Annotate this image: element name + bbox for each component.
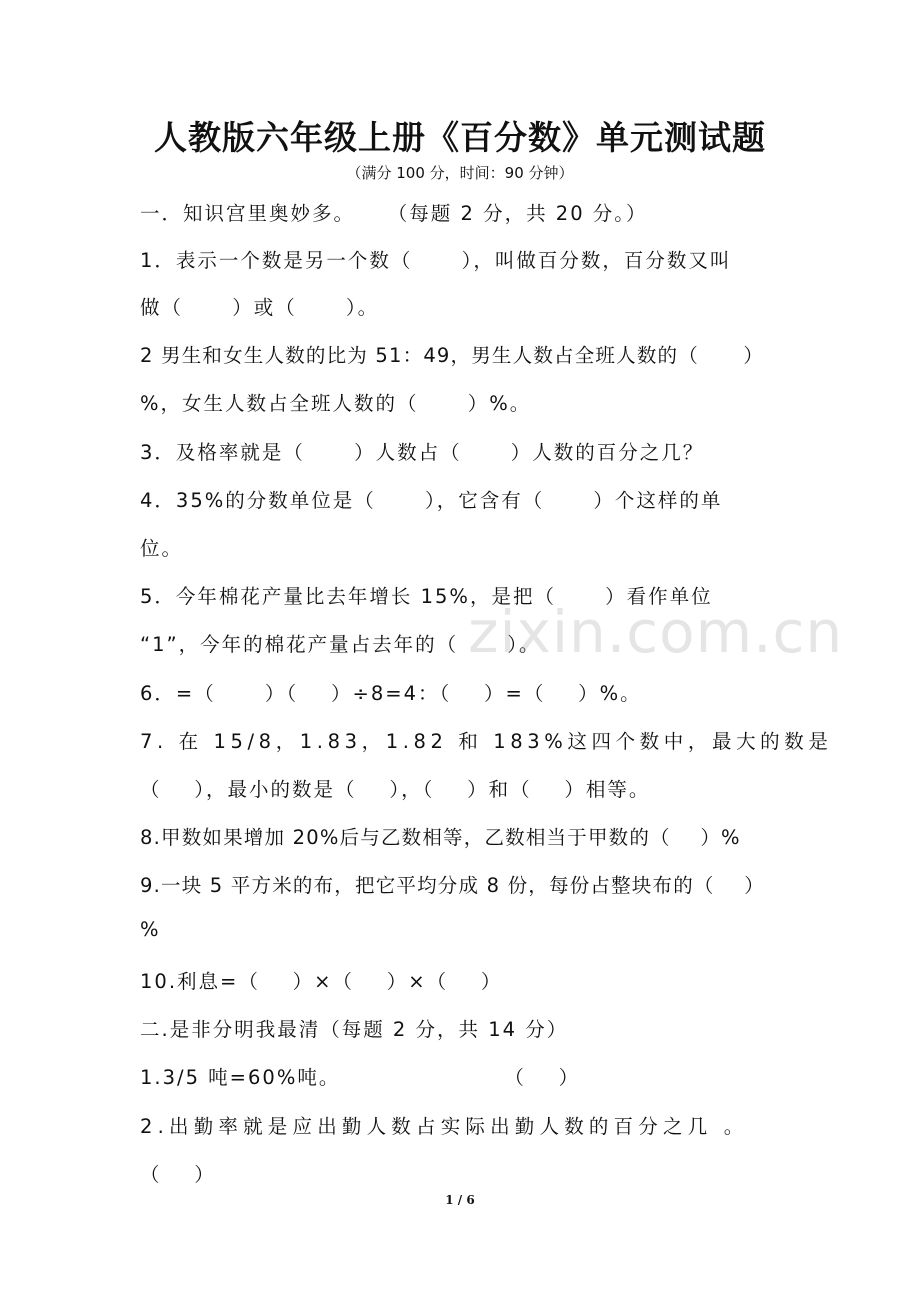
page-subtitle: （满分 100 分，时间：90 分钟）	[346, 164, 574, 182]
question-line: 5．今年棉花产量比去年增长 15%，是把（ ）看作单位	[140, 585, 713, 608]
question-line: %，女生人数占全班人数的（ ）%。	[140, 392, 532, 415]
question-line: 位。	[140, 537, 184, 560]
question-line: 8.甲数如果增加 20%后与乙数相等，乙数相当于甲数的（ ）%	[140, 826, 741, 849]
question-line: 3．及格率就是（ ）人数占（ ）人数的百分之几？	[140, 441, 705, 464]
question-line: %	[140, 918, 161, 941]
question-line: 10.利息=（ ）×（ ）×（ ）	[140, 970, 503, 993]
question-line: 1.3/5 吨=60%吨。 （ ）	[140, 1066, 581, 1089]
question-line: 1．表示一个数是另一个数（ ），叫做百分数，百分数又叫	[140, 249, 732, 272]
question-line: （ ），最小的数是（ ），（ ）和（ ）相等。	[140, 778, 651, 801]
watermark-text: zixin.com.cn	[468, 598, 844, 666]
question-line: 4．35%的分数单位是（ ），它含有（ ）个这样的单	[140, 489, 723, 512]
question-line: “1”，今年的棉花产量占去年的（ ）。	[140, 633, 541, 656]
question-line: 做（ ）或（ ）。	[140, 296, 380, 319]
question-line: 2.出勤率就是应出勤人数占实际出勤人数的百分之几 。	[140, 1115, 749, 1138]
page-number: 1 / 6	[445, 1193, 475, 1207]
question-line: 7. 在 15/8，1.83，1.82 和 183%这四个数中，最大的数是	[140, 730, 833, 753]
question-line: 9.一块 5 平方米的布，把它平均分成 8 份，每份占整块布的（ ）	[140, 874, 765, 897]
section-two-heading: 二.是非分明我最清（每题 2 分，共 14 分）	[140, 1018, 569, 1041]
page-title: 人教版六年级上册《百分数》单元测试题	[154, 118, 766, 157]
question-line: 2 男生和女生人数的比为 51：49，男生人数占全班人数的（ ）	[140, 344, 765, 367]
question-line: 6．=（ ）（ ）÷8=4：（ ）=（ ）%。	[140, 682, 642, 705]
question-line: （ ）	[140, 1163, 216, 1186]
section-one-heading: 一．知识宫里奥妙多。 （每题 2 分，共 20 分。）	[140, 202, 648, 225]
